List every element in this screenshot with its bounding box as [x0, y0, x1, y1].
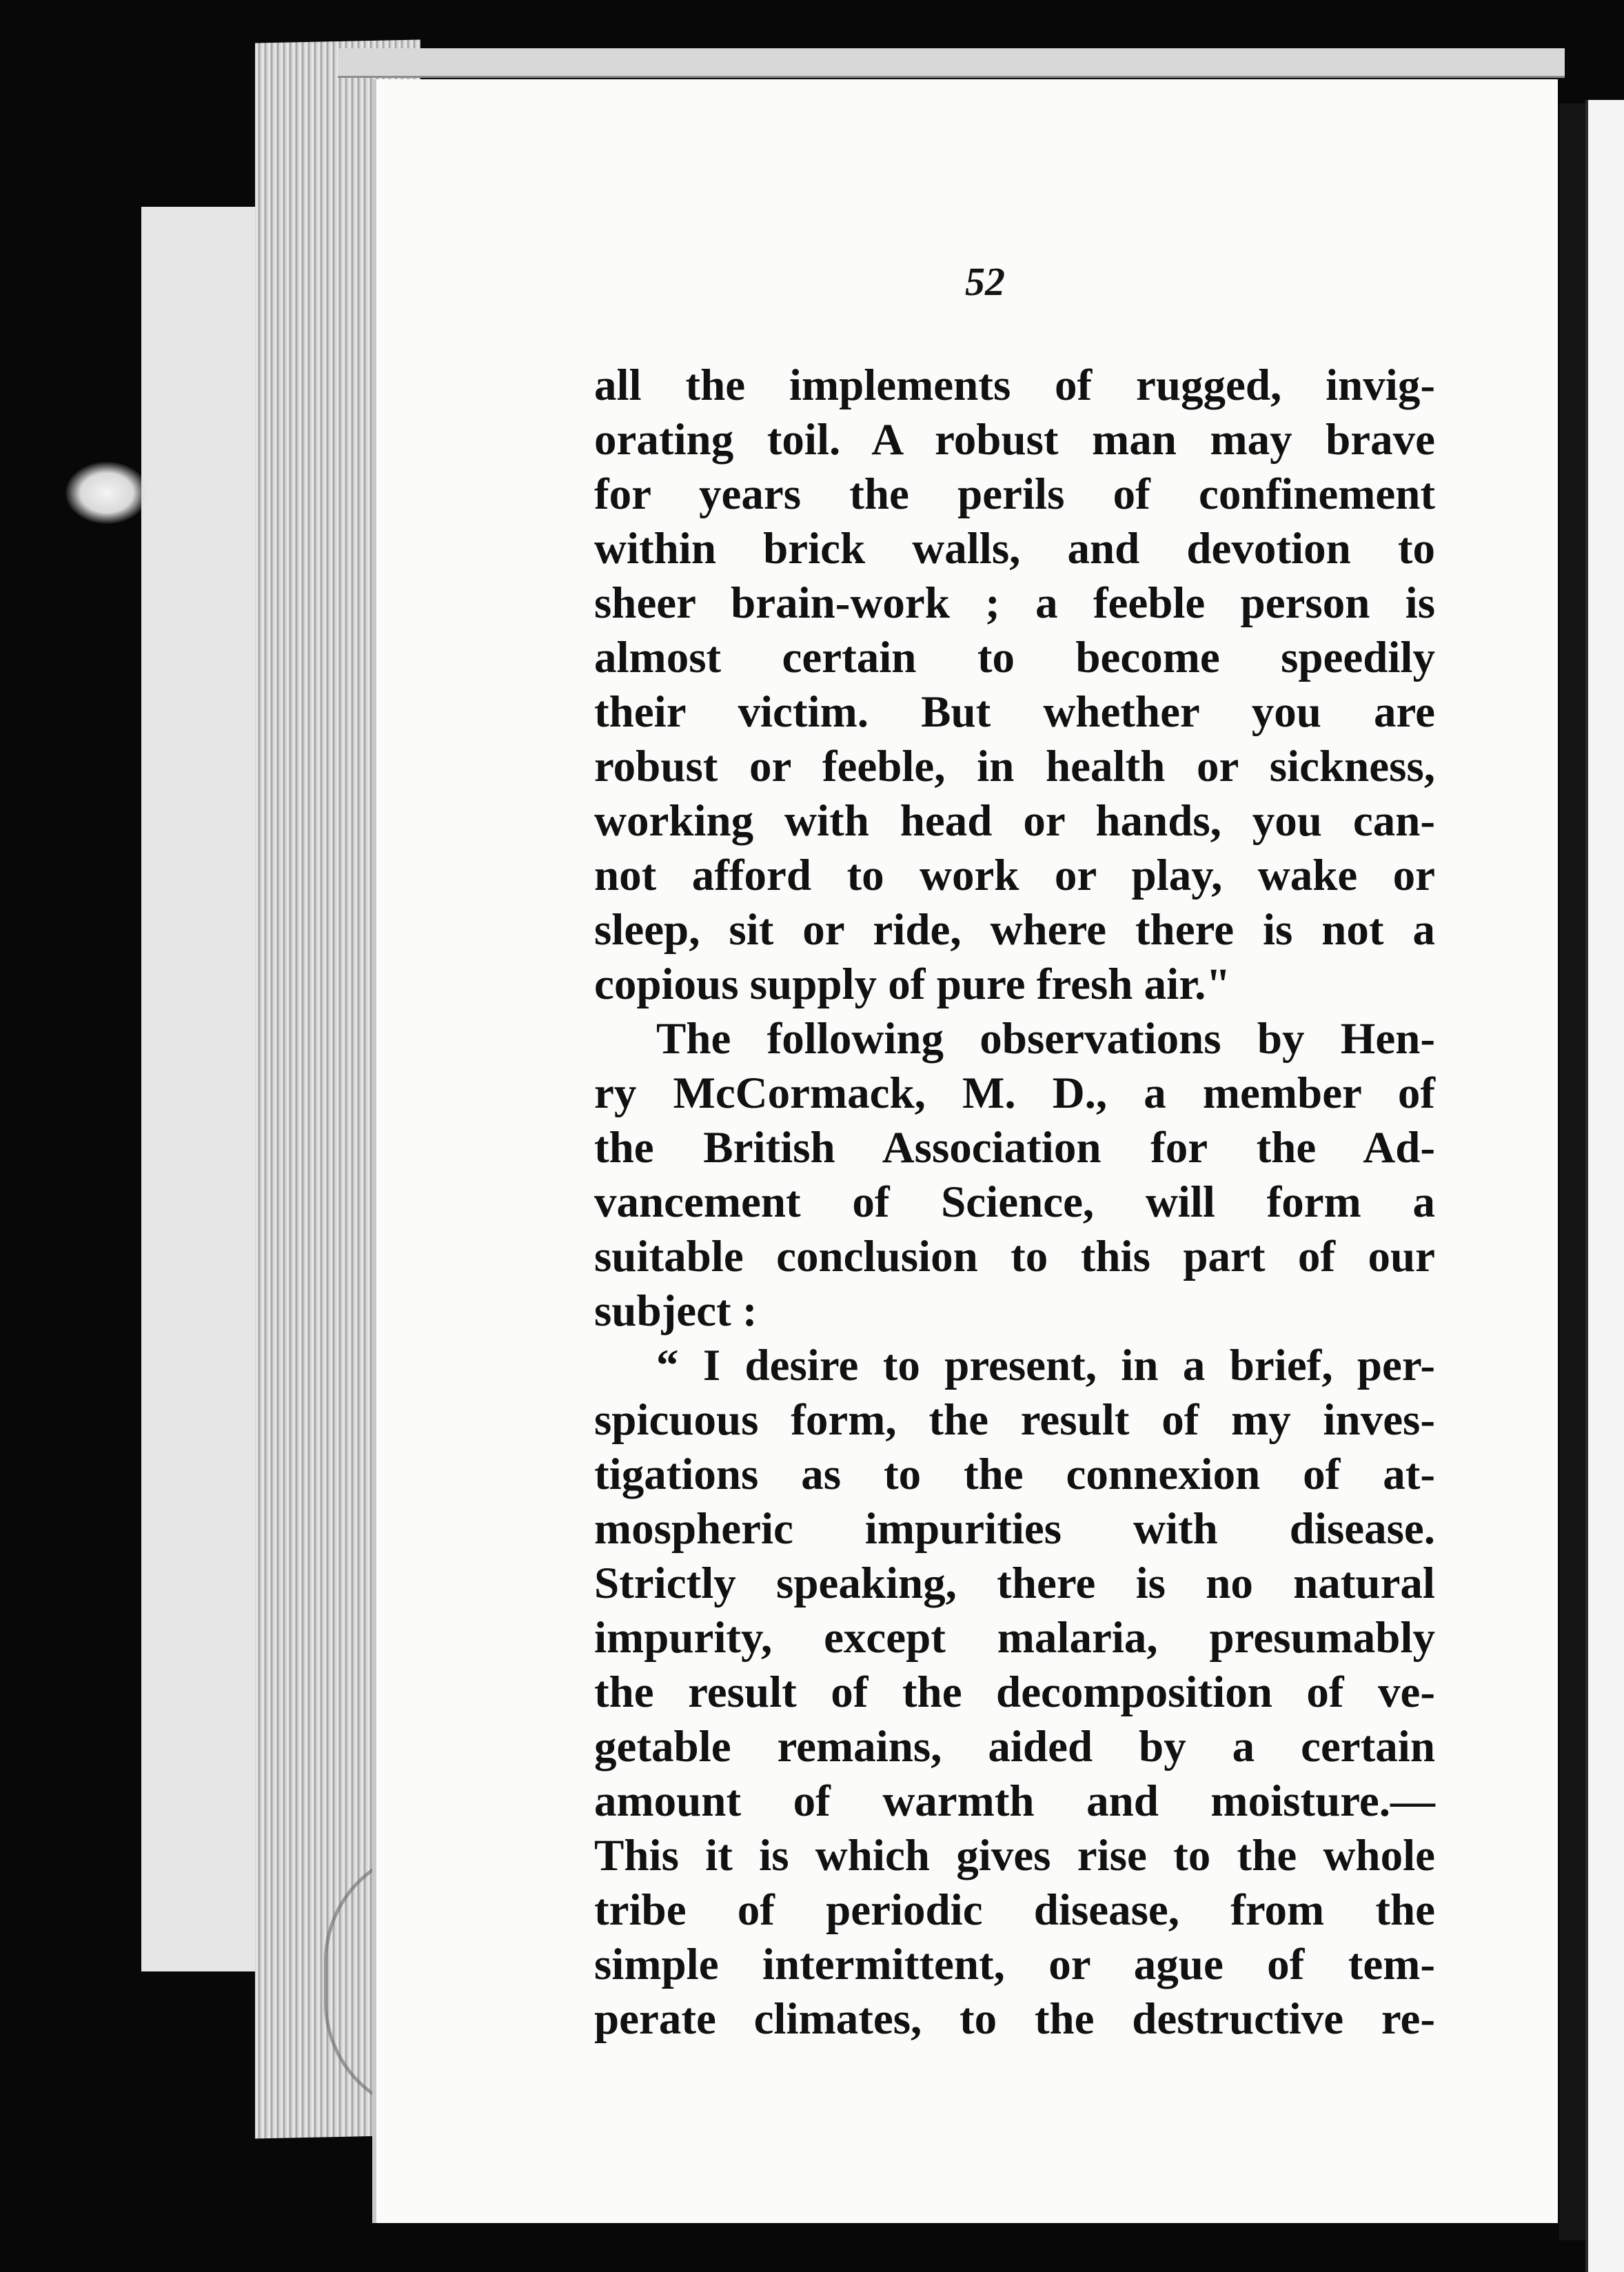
text-line: ry McCormack, M. D., a member of: [594, 1068, 1435, 1118]
text-line: copious supply of pure fresh air.": [594, 960, 1231, 1009]
text-line: their victim. But whether you are: [594, 687, 1435, 737]
text-line: sleep, sit or ride, where there is not a: [594, 905, 1435, 955]
text-line: Strictly speaking, there is no natural: [594, 1559, 1435, 1608]
text-line: mospheric impurities with disease.: [594, 1504, 1435, 1554]
gutter-shadow: [1559, 103, 1587, 2240]
text-line: simple intermittent, or ague of tem-: [594, 1940, 1435, 1989]
body-text: [594, 358, 1435, 2047]
text-line: tigations as to the connexion of at-: [594, 1450, 1435, 1499]
text-line: not afford to work or play, wake or: [594, 851, 1435, 900]
text-line: The following observations by Hen-: [656, 1014, 1435, 1064]
text-line: for years the perils of confinement: [594, 469, 1435, 519]
text-line: within brick walls, and devotion to: [594, 524, 1435, 574]
text-line: orating toil. A robust man may brave: [594, 415, 1435, 465]
text-line: almost certain to become speedily: [594, 633, 1435, 682]
text-line: the British Association for the Ad-: [594, 1123, 1435, 1173]
text-line: working with head or hands, you can-: [594, 796, 1435, 846]
text-line: impurity, except malaria, presumably: [594, 1613, 1435, 1663]
text-line: getable remains, aided by a certain: [594, 1722, 1435, 1772]
text-line: the result of the decomposition of ve-: [594, 1667, 1435, 1717]
text-line: spicuous form, the result of my inves-: [594, 1395, 1435, 1445]
text-line: robust or feeble, in health or sickness,: [594, 742, 1435, 791]
text-line: perate climates, to the destructive re-: [594, 1994, 1435, 2044]
text-line: tribe of periodic disease, from the: [594, 1885, 1435, 1935]
page-stack-top-edge: [338, 48, 1565, 78]
text-line: This it is which gives rise to the whole: [594, 1831, 1435, 1880]
text-line: subject :: [594, 1286, 758, 1336]
text-line: “ I desire to present, in a brief, per-: [656, 1341, 1435, 1390]
text-line: vancement of Science, will form a: [594, 1177, 1435, 1227]
paper-blot: [65, 462, 148, 524]
text-line: suitable conclusion to this part of our: [594, 1232, 1435, 1281]
text-line: all the implements of rugged, invig-: [594, 361, 1435, 410]
facing-page-edge: [1585, 100, 1624, 2272]
text-line: sheer brain-work ; a feeble person is: [594, 578, 1435, 628]
text-line: amount of warmth and moisture.—: [594, 1776, 1435, 1826]
page-number: 52: [965, 259, 1005, 304]
